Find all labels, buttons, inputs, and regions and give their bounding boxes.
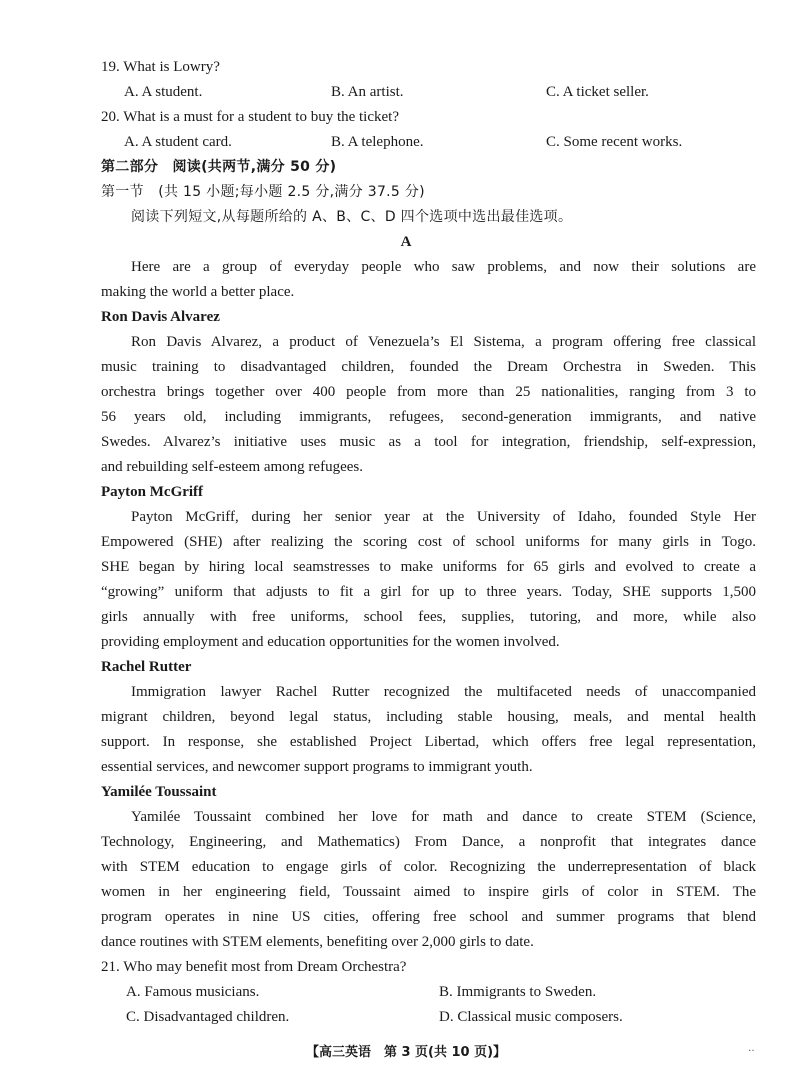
intro-line: Here are a group of everyday people who saw problems, and now their solutions are <box>131 259 756 275</box>
q21-option-d: D. Classical music composers. <box>439 1009 623 1025</box>
q21-option-b: B. Immigrants to Sweden. <box>439 984 597 1000</box>
paragraph-line: with STEM education to engage girls of color. Recognizing the underrepresentation of black <box>101 859 756 875</box>
question-19: 19. What is Lowry? <box>101 59 220 75</box>
q21-option-a: A. Famous musicians. <box>126 984 260 1000</box>
paragraph-line: program operates in nine US cities, offering free school and summer programs that blend <box>101 909 756 925</box>
paragraph-line: girls annually with free uniforms, school fees, supplies, tutoring, and more, while also <box>101 609 756 625</box>
person-name: Yamilée Toussaint <box>101 784 217 800</box>
footer-mark: ‥ <box>748 1043 755 1054</box>
paragraph-line: orchestra brings together over 400 people from more than 25 nationalities, ranging from 3 to <box>101 384 756 400</box>
paragraph-line: providing employment and education opportunities for the women involved. <box>101 634 560 650</box>
paragraph-line: Ron Davis Alvarez, a product of Venezuela’s El Sistema, a program offering free classical <box>131 334 756 350</box>
person-name: Payton McGriff <box>101 484 204 500</box>
paragraph-line: “growing” uniform that adjusts to fit a girl for up to three years. Today, SHE supports 1,500 <box>101 584 756 600</box>
paragraph-line: Payton McGriff, during her senior year at the University of Idaho, founded Style Her <box>131 509 756 525</box>
q20-option-c: C. Some recent works. <box>546 134 683 150</box>
q19-option-a: A. A student. <box>124 84 203 100</box>
q19-option-c: C. A ticket seller. <box>546 84 649 100</box>
passage-letter: A <box>400 234 412 250</box>
section-title: 第一节 (共 15 小题;每小题 2.5 分,满分 37.5 分) <box>101 184 425 200</box>
paragraph-line: Technology, Engineering, and Mathematics) From Dance, a nonprofit that integrates dance <box>101 834 756 850</box>
paragraph-line: support. In response, she established Project Libertad, which offers free legal representation, <box>101 734 756 750</box>
intro-line: making the world a better place. <box>101 284 295 300</box>
part-title: 第二部分 阅读(共两节,满分 50 分) <box>101 159 337 175</box>
question-20: 20. What is a must for a student to buy the ticket? <box>101 109 399 125</box>
paragraph-line: Yamilée Toussaint combined her love for math and dance to create STEM (Science, <box>131 809 756 825</box>
person-name: Rachel Rutter <box>101 659 192 675</box>
page-footer: 【高三英语 第 3 页(共 10 页)】 <box>305 1045 507 1060</box>
paragraph-line: 56 years old, including immigrants, refugees, second-generation immigrants, and native <box>101 409 756 425</box>
paragraph-line: music training to disadvantaged children, founded the Dream Orchestra in Sweden. This <box>101 359 756 375</box>
paragraph-line: and rebuilding self-esteem among refugees. <box>101 459 363 475</box>
paragraph-line: Empowered (SHE) after realizing the scoring cost of school uniforms for many girls in Togo. <box>101 534 756 550</box>
q19-option-b: B. An artist. <box>331 84 404 100</box>
question-21: 21. Who may benefit most from Dream Orchestra? <box>101 959 407 975</box>
q20-option-a: A. A student card. <box>124 134 232 150</box>
section-instruction: 阅读下列短文,从每题所给的 A、B、C、D 四个选项中选出最佳选项。 <box>131 209 573 225</box>
paragraph-line: SHE began by hiring local seamstresses to make uniforms for 65 girls and evolved to create a <box>101 559 756 575</box>
paragraph-line: migrant children, beyond legal status, including stable housing, meals, and mental health <box>101 709 756 725</box>
q20-option-b: B. A telephone. <box>331 134 424 150</box>
q21-option-c: C. Disadvantaged children. <box>126 1009 290 1025</box>
paragraph-line: essential services, and newcomer support programs to immigrant youth. <box>101 759 533 775</box>
paragraph-line: Swedes. Alvarez’s initiative uses music as a tool for integration, friendship, self-expression, <box>101 434 756 450</box>
person-name: Ron Davis Alvarez <box>101 309 220 325</box>
paragraph-line: women in her engineering field, Toussaint aimed to inspire girls of color in STEM. The <box>101 884 756 900</box>
paragraph-line: Immigration lawyer Rachel Rutter recognized the multifaceted needs of unaccompanied <box>131 684 756 700</box>
paragraph-line: dance routines with STEM elements, benefiting over 2,000 girls to date. <box>101 934 534 950</box>
